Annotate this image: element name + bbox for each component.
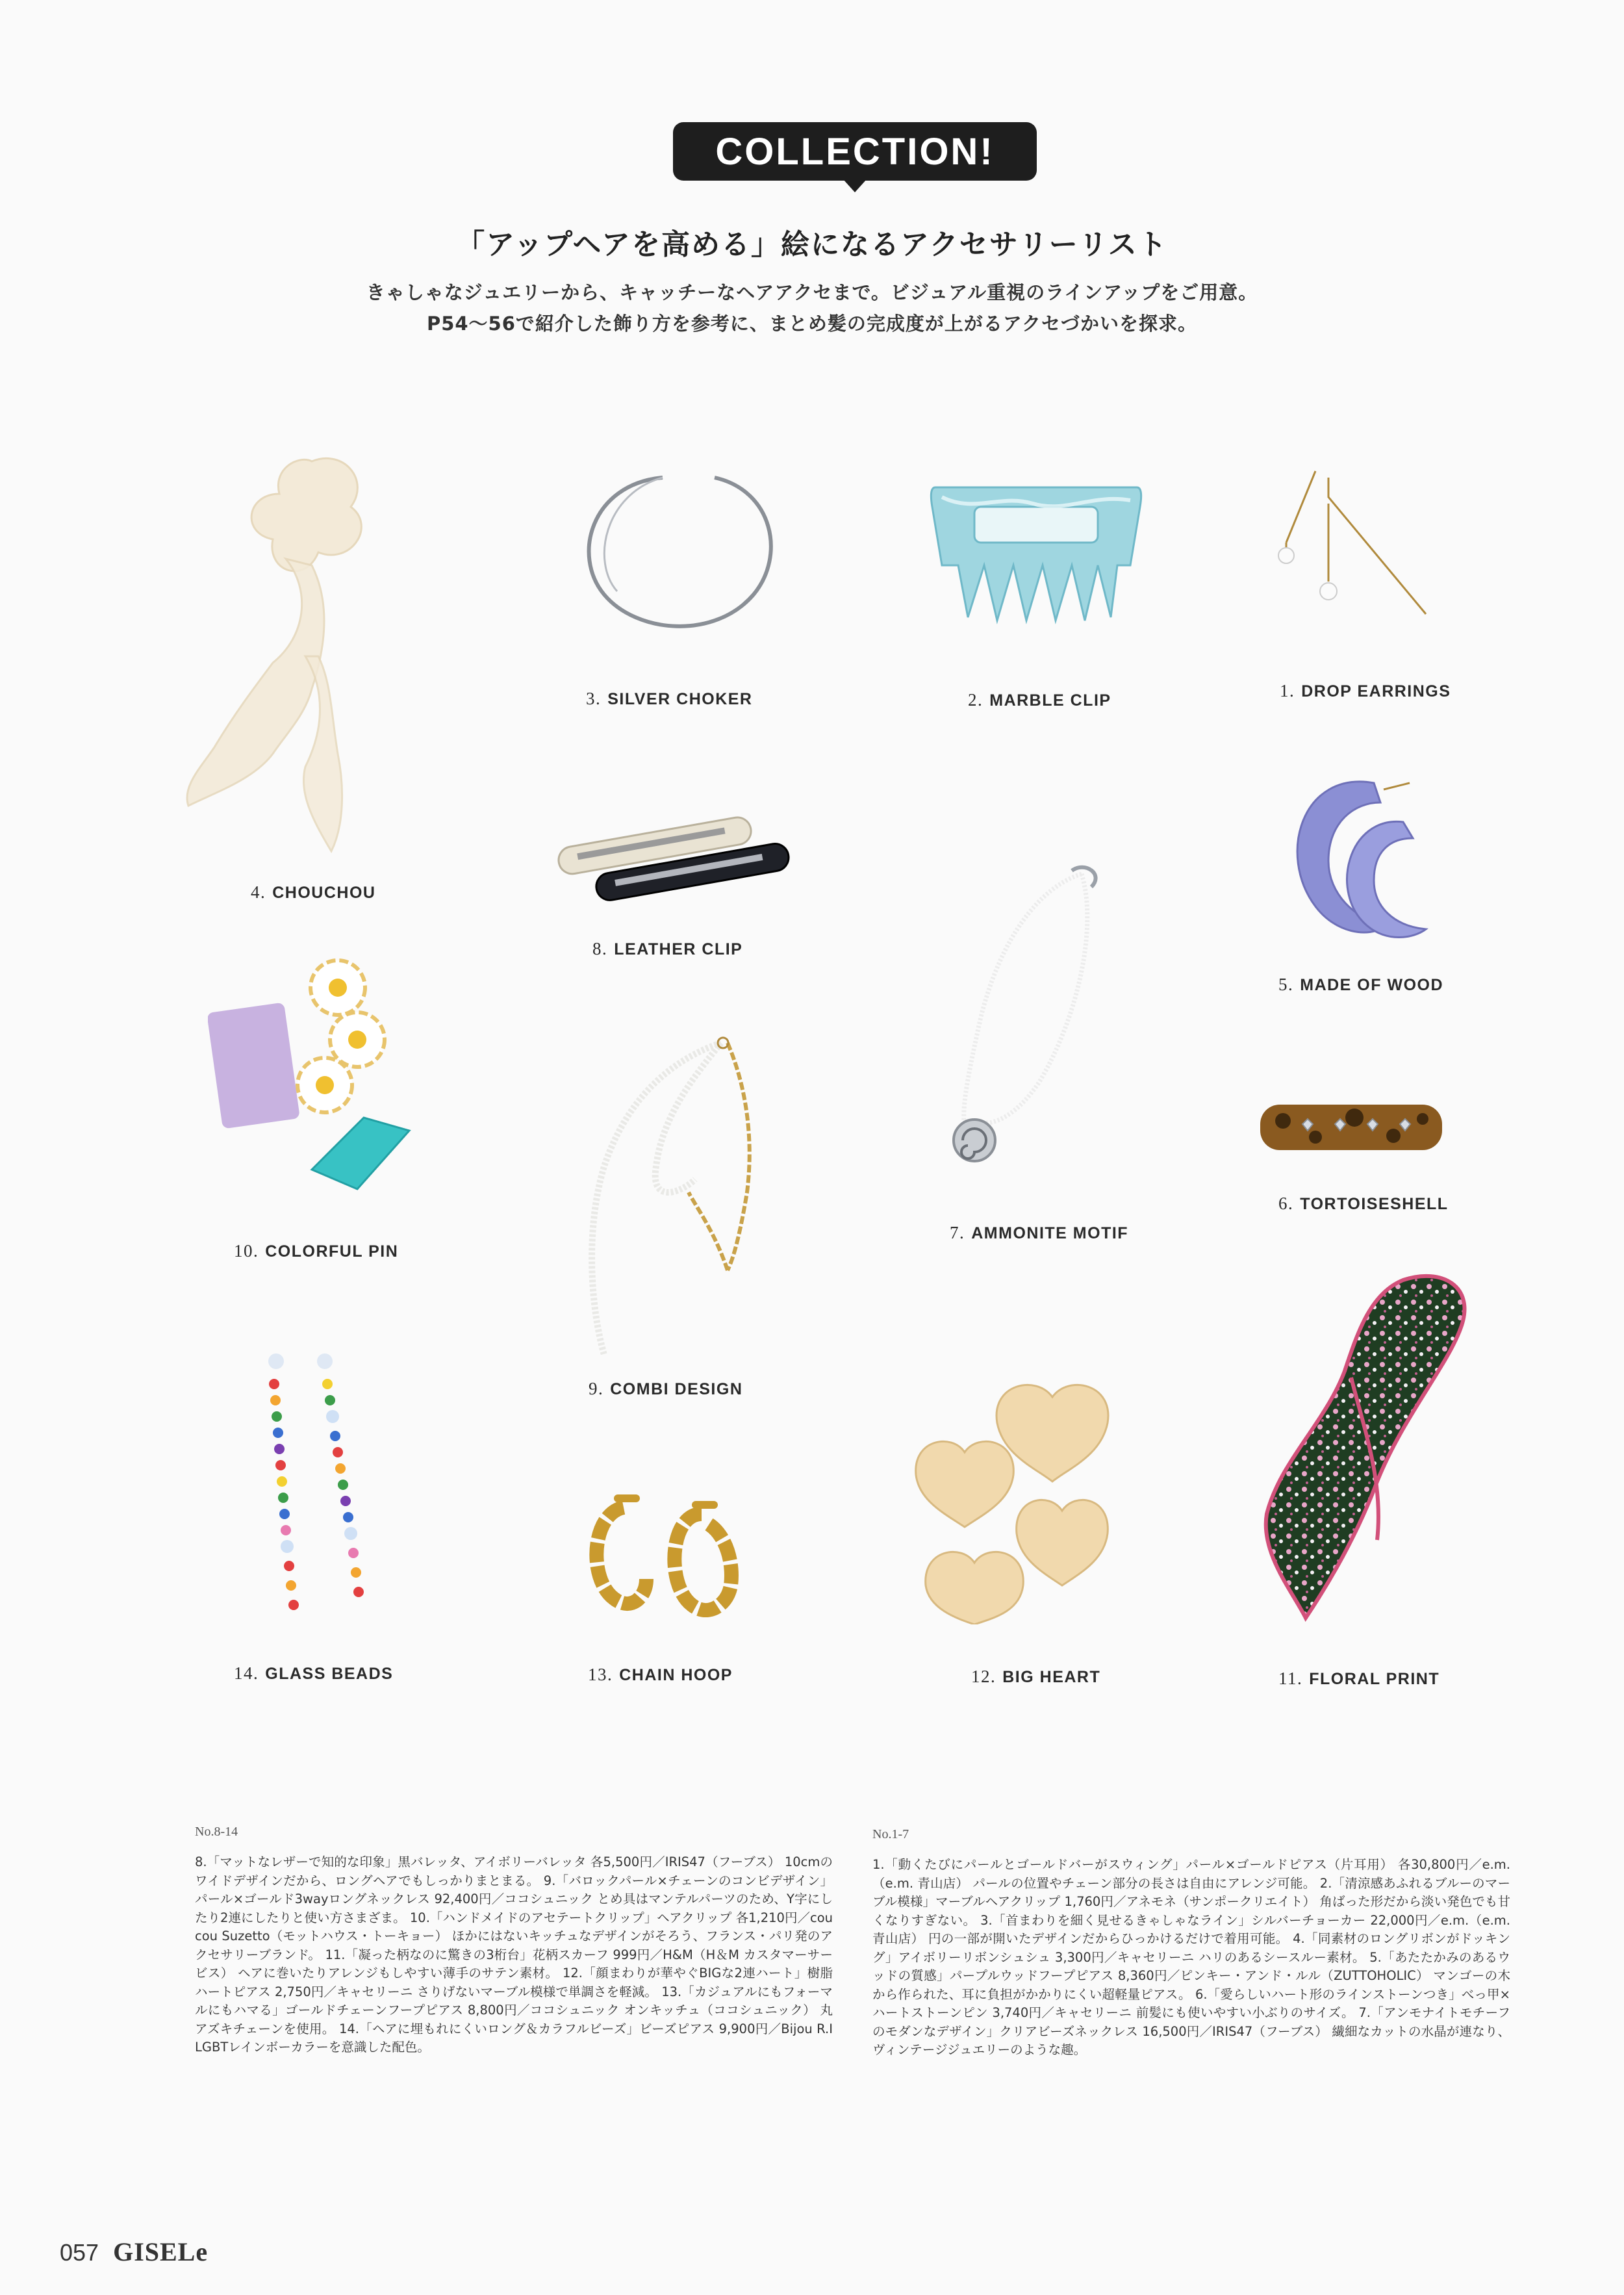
item-number: 8.: [592, 939, 608, 958]
lead-line-1: きゃしゃなジュエリーから、キャッチーなヘアアクセまで。ビジュアル重視のラインアップをご用意。: [366, 281, 1258, 303]
label-ammonite-motif: [950, 1223, 1128, 1243]
chain-hoop-image: [578, 1488, 754, 1624]
label-floral-print: [1278, 1669, 1440, 1689]
page-headline: 「アップヘアを高める」絵になるアクセサリーリスト: [456, 228, 1168, 261]
combi-design-image: [565, 1036, 773, 1361]
credits-right-heading: No.1-7: [872, 1827, 909, 1841]
label-colorful-pin: [234, 1241, 398, 1261]
label-tortoiseshell: [1278, 1194, 1449, 1214]
item-number: 14.: [234, 1663, 259, 1683]
item-number: 10.: [234, 1241, 259, 1261]
leather-clip-image: [552, 796, 799, 906]
label-combi-design: [589, 1379, 742, 1399]
item-number: 7.: [950, 1223, 965, 1242]
label-big-heart: [971, 1667, 1100, 1687]
item-name: DROP EARRINGS: [1301, 682, 1451, 700]
floral-print-image: [1254, 1267, 1488, 1631]
page-footer: [60, 2237, 208, 2267]
collection-badge: [673, 122, 1037, 181]
label-glass-beads: [234, 1663, 393, 1684]
item-number: 3.: [586, 689, 602, 708]
big-heart-image: [913, 1378, 1140, 1624]
label-chain-hoop: [588, 1665, 733, 1685]
label-drop-earrings: [1280, 681, 1451, 701]
item-name: CHOUCHOU: [272, 884, 376, 902]
label-leather-clip: [592, 939, 742, 959]
made-of-wood-image: [1276, 763, 1445, 958]
label-chouchou: [251, 882, 375, 903]
silver-choker-image: [565, 471, 806, 653]
item-name: LEATHER CLIP: [614, 940, 743, 958]
item-number: 13.: [588, 1665, 613, 1684]
credits-left-heading: No.8-14: [195, 1825, 238, 1839]
marble-clip-image: [922, 468, 1150, 637]
magazine-logo: GISELe: [113, 2237, 209, 2266]
credits-left-text: 8.「マットなレザーで知的な印象」黒バレッタ、アイボリーバレッタ 各5,500円／IRIS47（フーブス） 10cmのワイドデザインだから、ロングヘアでもしっかりまとまる。 9.「バロックパール×チェーンのコンビデザイン」パール×ゴールド3wayロングネックレス 92,400円／ココシュニック とめ具はマンテルパーツのため、Y字にしたり2連にしたりと使い方さまざま。 10.「ハンドメイドのアセテートクリップ」ヘアクリップ 各1,210円／coucou Suzetto（モットハウス・トーキョー） ほかにはないキッチュなデザインがそろう、フランス・パリ発のアクセサリーブランド。 11.「凝った柄なのに驚きの3桁台」花柄スカーフ 999円／H&M（H＆M カスタマーサービス） ヘアに巻いたりアレンジもしやすい薄手のサテン素材。 12.「顔まわりが華やぐBIGな2連ハート」樹脂ハートピアス 2,750円／キャセリーニ さりげないマーブル模様で単調さを軽減。 13.「カジュアルにもフォーマルにもハマる」ゴールドチェーンフープピアス 8,800円／ココシュニック オンキッチュ（ココシュニック） 丸アズキチェーンを使用。 14.「ヘアに埋もれにくいロング＆カラフルビーズ」ビーズピアス 9,900円／Bijou R.I LGBTレインボーカラーを意識した配色。: [195, 1854, 833, 2055]
label-marble-clip: [968, 690, 1111, 710]
ammonite-motif-image: [922, 848, 1117, 1186]
lead-line-2: P54〜56で紹介した飾り方を参考に、まとめ髪の完成度が上がるアクセづかいを探求。: [426, 313, 1198, 335]
item-name: COMBI DESIGN: [610, 1380, 743, 1398]
item-number: 12.: [971, 1667, 996, 1686]
item-number: 2.: [968, 690, 983, 710]
credits-right-text: 1.「動くたびにパールとゴールドバーがスウィング」パール×ゴールドピアス（片耳用） 各30,800円／e.m.（e.m. 青山店） パールの位置やチェーン部分の長さは自由にアレンジ可能。 2.「清涼感あふれるブルーのマーブル模様」マーブルヘアクリップ 1,760円／アネモネ（サンポークリエイト） 角ばった形だから淡い発色でも甘くなりすぎない。 3.「首まわりを細く見せるきゃしゃなライン」シルバーチョーカー 22,000円／e.m.（e.m. 青山店） 円の一部が開いたデザインだからひっかけるだけで着用可能。 4.「同素材のロングリボンがドッキング」アイボリーリボンシュシュ 3,300円／キャセリーニ ハリのあるシースルー素材。 5.「あたたかみのあるウッドの質感」パープルウッドフープピアス 8,360円／ピンキー・アンド・ルル（ZUTTOHOLIC） マンゴーの木から作られた、耳に負担がかかりにくい超軽量ピアス。 6.「愛らしいハート形のラインストーンつき」べっ甲×ハートストーンピン 3,740円／キャセリーニ 前髪にも使いやすい小ぶりのサイズ。 7.「アンモナイトモチーフのモダンなデザイン」クリアビーズネックレス 16,500円／IRIS47（フーブス） 繊細なカットの水晶が連なり、ヴィンテージジュエリーのような趣。: [872, 1857, 1510, 2057]
item-number: 4.: [251, 882, 266, 902]
item-number: 5.: [1278, 975, 1294, 994]
item-name: TORTOISESHELL: [1300, 1195, 1449, 1213]
item-name: MARBLE CLIP: [989, 691, 1111, 710]
item-number: 6.: [1278, 1194, 1294, 1213]
item-name: CHAIN HOOP: [619, 1666, 733, 1684]
item-number: 9.: [589, 1379, 604, 1398]
colorful-pin-image: [208, 955, 429, 1222]
item-number: 1.: [1280, 681, 1295, 700]
item-name: MADE OF WOOD: [1300, 976, 1444, 994]
item-name: BIG HEART: [1002, 1668, 1101, 1686]
item-name: FLORAL PRINT: [1309, 1670, 1440, 1688]
drop-earrings-image: [1267, 465, 1455, 627]
item-name: AMMONITE MOTIF: [971, 1224, 1129, 1242]
label-made-of-wood: [1278, 975, 1443, 995]
item-name: GLASS BEADS: [265, 1665, 394, 1683]
item-name: SILVER CHOKER: [607, 690, 753, 708]
item-number: 11.: [1278, 1669, 1303, 1688]
tortoiseshell-image: [1257, 1098, 1445, 1157]
chouchou-image: [175, 442, 390, 858]
badge-text: COLLECTION!: [715, 130, 995, 173]
item-name: COLORFUL PIN: [265, 1242, 399, 1261]
label-silver-choker: [586, 689, 752, 709]
page-number: 057: [60, 2239, 99, 2266]
glass-beads-image: [260, 1352, 383, 1631]
